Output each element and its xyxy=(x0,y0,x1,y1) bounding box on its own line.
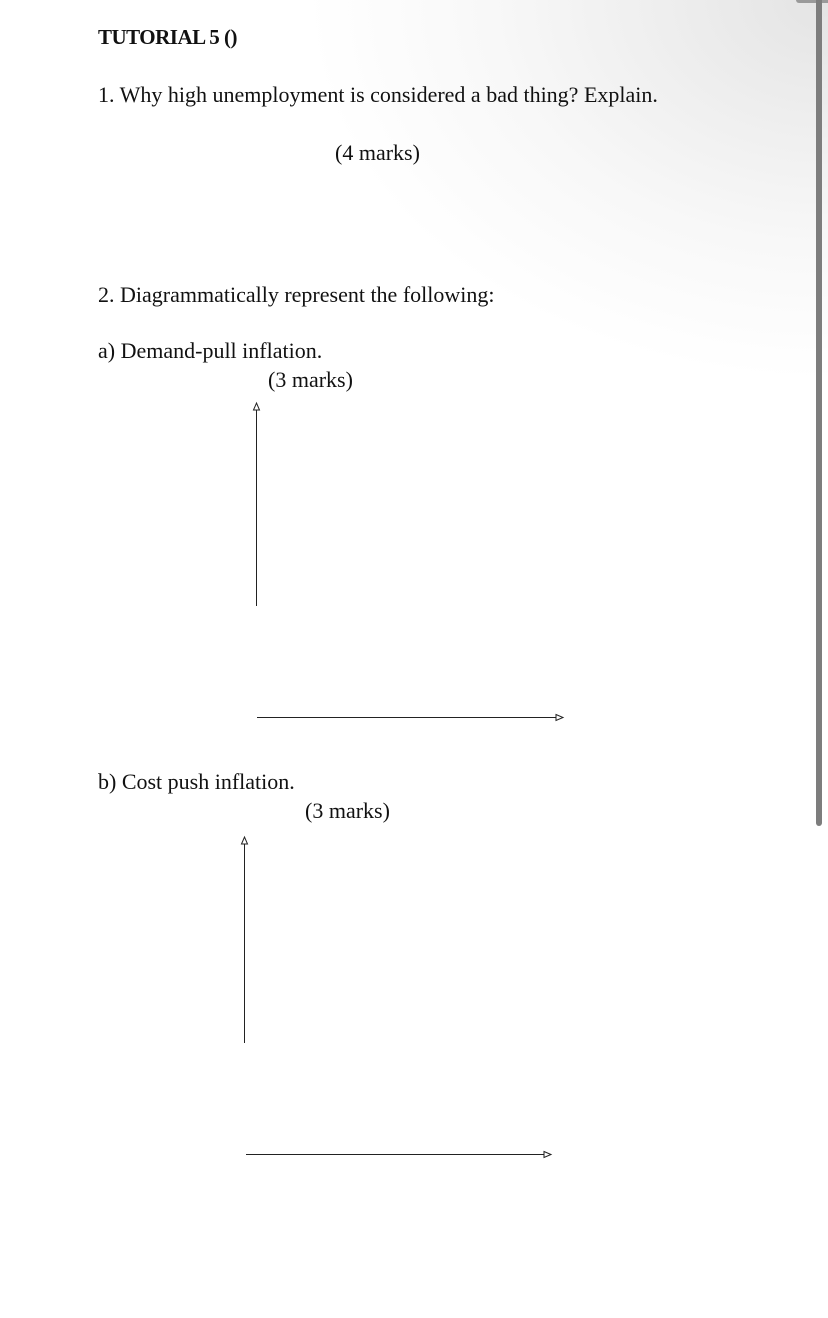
diagram-a-x-arrow-icon xyxy=(556,715,563,721)
question-2b-marks: (3 marks) xyxy=(305,798,390,823)
question-2b: b) Cost push inflation. xyxy=(98,769,295,794)
page-title: TUTORIAL 5 () xyxy=(98,25,237,49)
diagram-a-axes xyxy=(254,403,564,721)
question-2: 2. Diagrammatically represent the following: xyxy=(98,282,495,307)
diagram-a-y-arrow-icon xyxy=(254,403,260,410)
question-1-marks: (4 marks) xyxy=(335,140,420,165)
question-1: 1. Why high unemployment is considered a bad thing? Explain. xyxy=(98,82,658,107)
question-2a: a) Demand-pull inflation. xyxy=(98,338,323,363)
diagram-b-axes xyxy=(242,837,552,1158)
diagram-b-x-arrow-icon xyxy=(544,1152,551,1158)
diagram-b-y-arrow-icon xyxy=(242,837,248,844)
question-2a-marks: (3 marks) xyxy=(268,367,353,392)
